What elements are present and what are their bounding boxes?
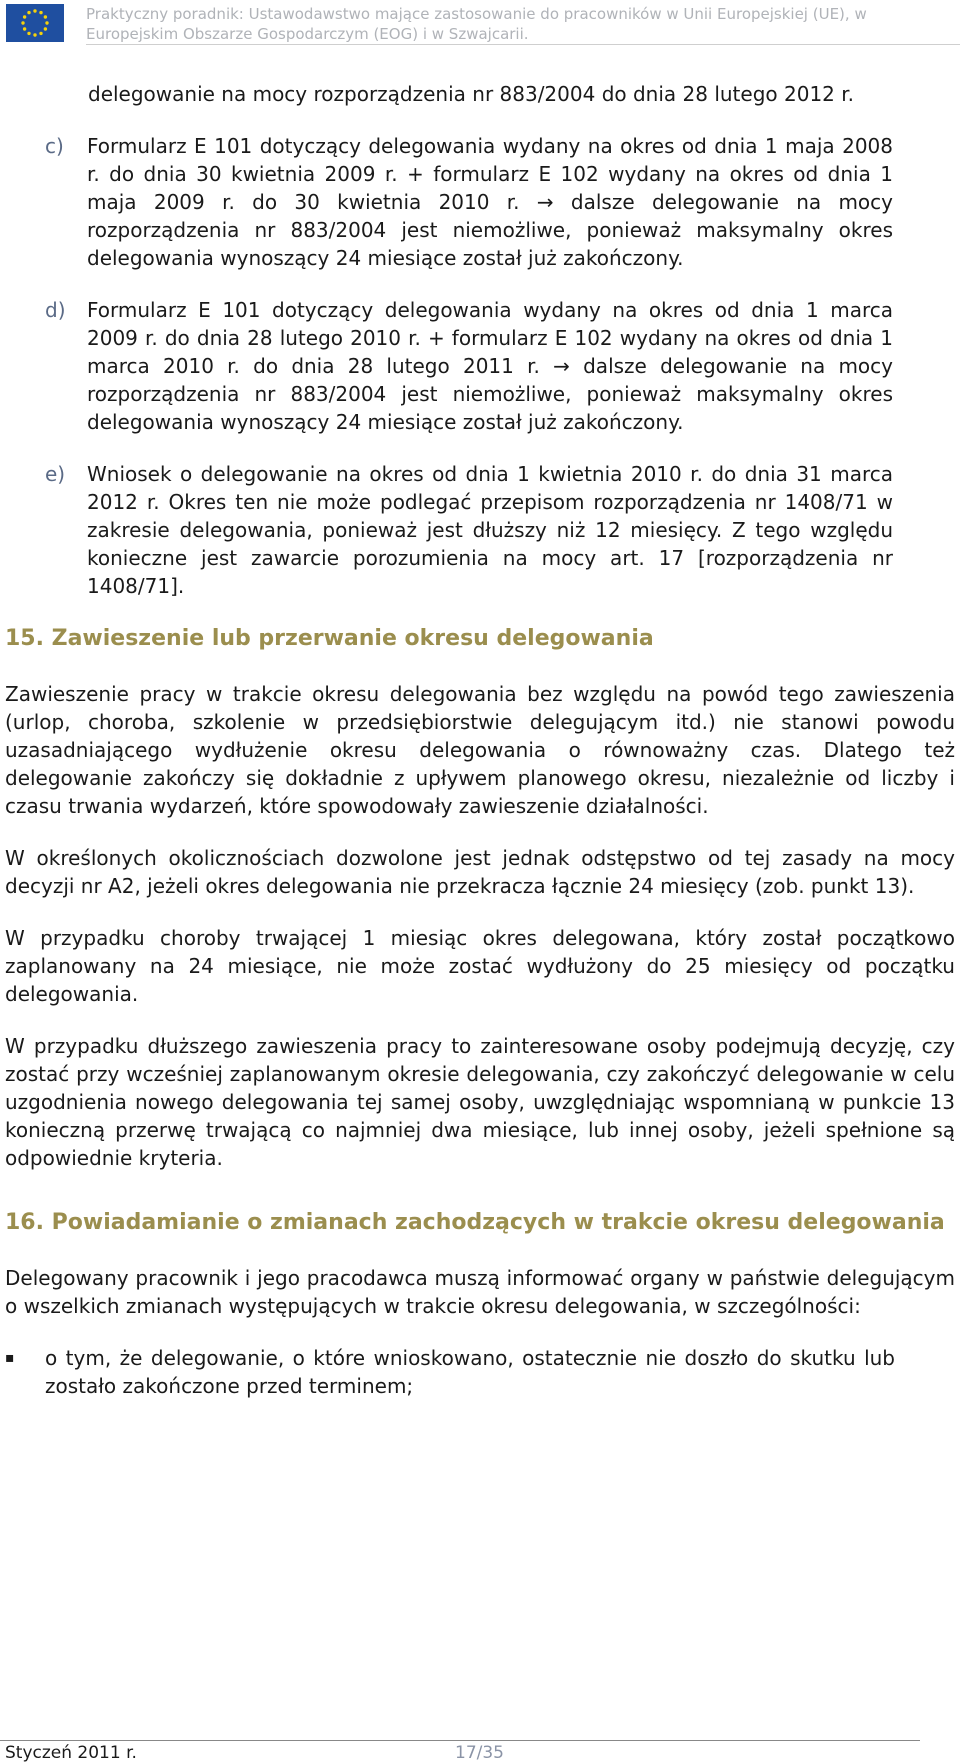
header-title: Praktyczny poradnik: Ustawodawstwo mające zastosowanie do pracowników w Unii Europejskiej (UE), w Europejskim Obszarze Gospodarczym (EOG) i w Szwajcarii.: [86, 5, 867, 43]
list-item-continuation: [88, 80, 894, 108]
paragraph: Delegowany pracownik i jego pracodawca muszą informować organy w państwie delegującym o wszelkich zmianach występujących w trakcie okresu delegowania, w szczególności:: [5, 1266, 955, 1318]
flag-star: [27, 11, 30, 14]
flag-star: [33, 9, 36, 12]
paragraph: W przypadku choroby trwającej 1 miesiąc okres delegowana, który został początkowo zaplanowany na 24 miesiące, nie może zostać wydłużony do 25 miesięcy od początku delegowania.: [5, 926, 955, 1006]
bullet-text: o tym, że delegowanie, o które wnioskowano, ostatecznie nie doszło do skutku lub zostało zakończone przed terminem;: [45, 1346, 895, 1398]
list-marker: e): [45, 462, 66, 486]
paragraph: Zawieszenie pracy w trakcie okresu delegowania bez względu na powód tego zawieszenia (urlop, choroba, szkolenie w przedsiębiorstwie delegującym itd.) nie stanowi powodu uzasadniającego wydłużenie okresu delegowania o równoważny czas. Dlatego też delegowanie zakończy się dokładnie z upływem planowego okresu, niezależnie od liczby i czasu trwania wydarzeń, które spowodowały zawieszenie działalności.: [5, 682, 955, 818]
paragraph: W przypadku dłuższego zawieszenia pracy to zainteresowane osoby podejmują decyzję, czy zostać przy wcześniej zaplanowanym okresie delegowania, czy zakończyć delegowanie w celu uzgodnienia nowego delegowania tej samej osoby, uwzględniając wspomnianą w punkcie 13 konieczną przerwę trwającą co najmniej dwa miesiące, lub innej osoby, jeżeli spełnione są odpowiednie kryteria.: [5, 1034, 955, 1170]
list-item-text: Formularz E 101 dotyczący delegowania wydany na okres od dnia 1 marca 2009 r. do dnia 28 lutego 2010 r. + formularz E 102 wydany na okres od dnia 1 marca 2010 r. do dnia 28 lutego 2011 r. → dalsze delegowanie na mocy rozporządzenia nr 883/2004 jest niemożliwe, ponieważ maksymalny okres delegowania wynoszący 24 miesiące został już zakończony.: [87, 298, 893, 434]
eu-flag-icon: [6, 4, 64, 42]
flag-star: [27, 32, 30, 35]
list-item-text: Wniosek o delegowanie na okres od dnia 1 kwietnia 2010 r. do dnia 31 marca 2012 r. Okres ten nie może podlegać przepisom rozporządzenia nr 1408/71 w zakresie delegowania, ponieważ jest dłuższy niż 12 miesięcy. Z tego względu konieczne jest zawarcie porozumienia na mocy art. 17 [rozporządzenia nr 1408/71].: [87, 462, 893, 598]
page-content: [0, 80, 960, 1400]
footer-divider: [0, 1740, 920, 1741]
flag-star: [33, 33, 36, 36]
paragraph: W określonych okolicznościach dozwolone jest jednak odstępstwo od tej zasady na mocy decyzji nr A2, jeżeli okres delegowania nie przekracza łącznie 24 miesięcy (zob. punkt 13).: [5, 846, 955, 898]
list-item-e: [0, 460, 960, 600]
flag-star: [44, 27, 47, 30]
header-divider: [86, 44, 960, 45]
list-item-text: delegowanie na mocy rozporządzenia nr 883/2004 do dnia 28 lutego 2012 r.: [88, 82, 854, 106]
flag-star: [45, 21, 48, 24]
square-bullet-icon: ▪: [5, 1350, 15, 1366]
bullet-item: [5, 1344, 960, 1400]
list-item-c: [0, 132, 960, 272]
flag-star: [23, 15, 26, 18]
list-item-d: [0, 296, 960, 436]
section-heading-15: 15. Zawieszenie lub przerwanie okresu delegowania: [5, 626, 654, 651]
list-marker: d): [45, 298, 66, 322]
list-item-text: Formularz E 101 dotyczący delegowania wydany na okres od dnia 1 maja 2008 r. do dnia 30 kwietnia 2009 r. + formularz E 102 wydany na okres od dnia 1 maja 2009 r. do 30 kwietnia 2010 r. → dalsze delegowanie na mocy rozporządzenia nr 883/2004 jest niemożliwe, ponieważ maksymalny okres delegowania wynoszący 24 miesiące został już zakończony.: [87, 134, 893, 270]
flag-star: [39, 11, 42, 14]
page-header: [0, 0, 960, 46]
footer-date: Styczeń 2011 r.: [5, 1743, 137, 1763]
list-marker: c): [45, 134, 64, 158]
section-heading-16: 16. Powiadamianie o zmianach zachodzących w trakcie okresu delegowania: [5, 1210, 945, 1235]
flag-star: [44, 15, 47, 18]
page-number: 17/35: [455, 1743, 504, 1763]
flag-star: [23, 27, 26, 30]
flag-star: [39, 32, 42, 35]
flag-star: [21, 21, 24, 24]
